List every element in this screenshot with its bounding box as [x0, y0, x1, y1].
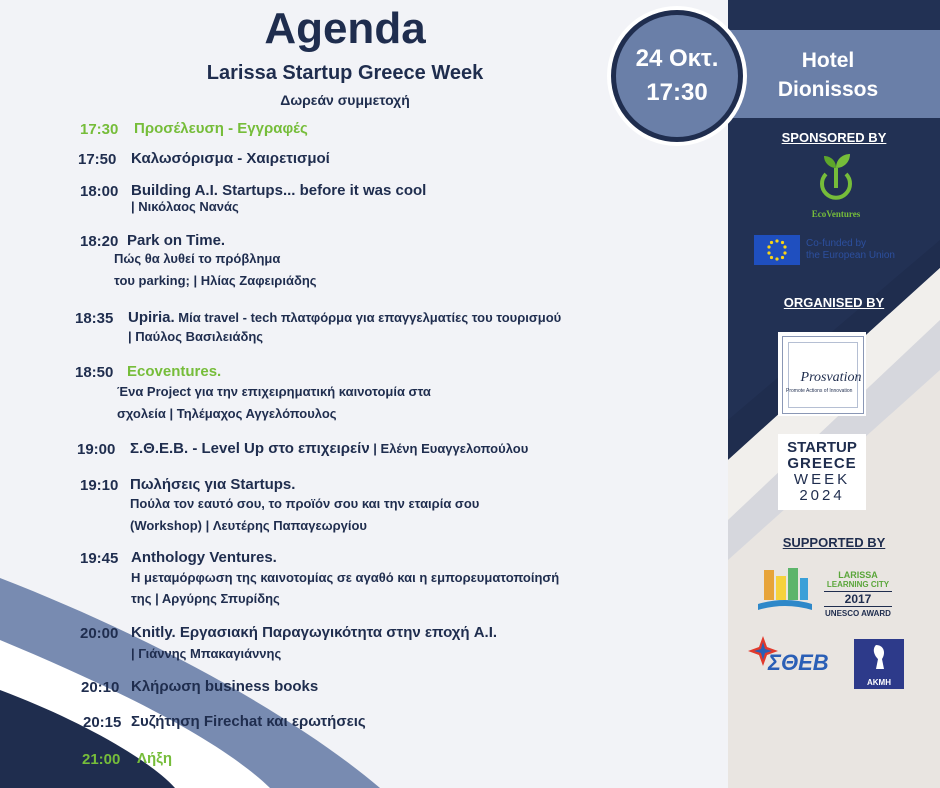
agenda-detail: | Παύλος Βασιλειάδης — [128, 329, 264, 344]
agenda-time: 19:45 — [80, 550, 119, 567]
agenda-title: Upiria. — [128, 309, 175, 326]
agenda-title: Knitly. Εργασιακή Παραγωγικότητα στην εποχή A.I. — [131, 624, 498, 641]
agenda-title: Καλωσόρισμα - Χαιρετισμοί — [131, 150, 330, 167]
lc-line3: 2017 — [824, 591, 892, 607]
agenda-title: Anthology Ventures. — [131, 549, 277, 566]
venue-line1: Hotel — [801, 49, 855, 72]
lc-line1: LARISSA — [838, 570, 878, 580]
agenda-title-row — [131, 549, 277, 566]
sgw-line3: WEEK — [793, 471, 851, 488]
venue-line2: Dionissos — [777, 78, 879, 101]
agenda-time: 19:10 — [80, 477, 119, 494]
eu-text — [806, 238, 895, 262]
agenda-title: Park on Time. — [127, 232, 226, 249]
learning-city-logo — [818, 570, 898, 618]
agenda-title-row — [127, 363, 221, 380]
page-title: Agenda — [264, 4, 426, 53]
agenda-detail: Πώς θα λυθεί το πρόβλημα — [114, 251, 281, 266]
agenda-title-extra: | Ελένη Ευαγγελοπούλου — [369, 441, 529, 456]
agenda-detail: (Workshop) | Λευτέρης Παπαγεωργίου — [130, 518, 368, 533]
agenda-title-row — [134, 120, 308, 137]
agenda-time: 17:30 — [80, 121, 119, 138]
prosvation-name: Prosvation — [800, 370, 862, 385]
agenda-time: 20:15 — [83, 714, 122, 731]
agenda-title-row — [131, 678, 318, 695]
date-day: 24 Οκτ. — [635, 45, 719, 72]
lc-line2: LEARNING CITY — [826, 580, 890, 589]
prosvation-tagline: Promote Actions of Innovation — [786, 388, 853, 394]
agenda-title: Σ.Θ.Ε.Β. - Level Up στο επιχειρείν — [130, 440, 370, 457]
agenda-time: 20:10 — [81, 679, 120, 696]
page-subtitle: Larissa Startup Greece Week — [206, 62, 484, 84]
agenda-title: Συζήτηση Firechat και ερωτήσεις — [131, 713, 366, 730]
agenda-time: 19:00 — [77, 441, 116, 458]
date-badge — [611, 10, 743, 142]
agenda-title-row — [127, 232, 225, 249]
agenda-title-row — [130, 440, 528, 457]
agenda-title: Κλήρωση business books — [131, 678, 319, 695]
agenda-title-row — [131, 150, 330, 167]
agenda-detail: Ένα Project για την επιχειρηματική καινοτομία στα — [117, 384, 431, 399]
agenda-title-row — [130, 476, 295, 493]
agenda-title: Ecoventures. — [127, 363, 222, 380]
agenda-detail: Η μεταμόρφωση της καινοτομίας σε αγαθό και η εμπορευματοποίησή — [131, 570, 560, 585]
agenda-time: 17:50 — [78, 151, 117, 168]
agenda-time: 20:00 — [80, 625, 119, 642]
agenda-detail: Πούλα τον εαυτό σου, το προϊόν σου και την εταιρία σου — [130, 496, 480, 511]
sgw-line4: 2024 — [799, 487, 845, 504]
agenda-detail: της | Αργύρης Σπυρίδης — [131, 591, 280, 606]
agenda-title-row — [131, 182, 426, 199]
startup-greece-week-logo — [778, 434, 866, 510]
sponsored-by-heading: SPONSORED BY — [781, 130, 887, 145]
date-time: 17:30 — [646, 79, 708, 106]
learning-city-book-icon — [754, 566, 816, 616]
agenda-detail: | Γιάννης Μπακαγιάννης — [131, 646, 282, 661]
eu-text-line1: Co-funded by — [806, 238, 867, 249]
venue — [740, 46, 916, 104]
stheb-logo: ΣΘΕΒ — [768, 650, 829, 675]
agenda-title: Πωλήσεις για Startups. — [130, 476, 296, 493]
organised-by-heading: ORGANISED BY — [783, 295, 885, 310]
agenda-title-row — [128, 309, 561, 326]
akmh-figure-icon — [854, 639, 904, 673]
agenda-time: 18:00 — [80, 183, 119, 200]
akmh-logo — [854, 639, 904, 689]
free-participation: Δωρεάν συμμετοχή — [280, 92, 410, 108]
agenda-time: 18:35 — [75, 310, 114, 327]
agenda-detail: σχολεία | Τηλέμαχος Αγγελόπουλος — [117, 406, 337, 421]
agenda-detail: | Νικόλαος Νανάς — [131, 199, 239, 214]
sgw-line1: STARTUP — [787, 439, 857, 456]
agenda-title-row — [131, 624, 497, 641]
agenda-title-row — [131, 713, 366, 730]
supported-by-heading: SUPPORTED BY — [782, 535, 886, 550]
agenda-title-row — [137, 750, 172, 767]
eu-flag-icon — [754, 235, 800, 265]
agenda-title-extra: Μία travel - tech πλατφόρμα για επαγγελματίες του τουρισμού — [174, 310, 562, 325]
agenda-time: 21:00 — [82, 751, 121, 768]
agenda-detail: του parking; | Ηλίας Ζαφειριάδης — [114, 273, 317, 288]
agenda-time: 18:50 — [75, 364, 114, 381]
agenda-title: Building A.I. Startups... before it was cool — [131, 182, 427, 199]
agenda-time: 18:20 — [80, 233, 119, 250]
akmh-text: AKMH — [867, 678, 891, 687]
eu-text-line2: the European Union — [806, 250, 895, 261]
agenda-title: Προσέλευση - Εγγραφές — [134, 120, 308, 137]
agenda-title: Λήξη — [137, 750, 173, 767]
ecoventures-logo-text: EcoVentures — [811, 209, 861, 219]
lc-line4: UNESCO AWARD — [825, 609, 891, 618]
sgw-line2: GREECE — [787, 455, 857, 472]
prosvation-logo — [778, 332, 866, 416]
